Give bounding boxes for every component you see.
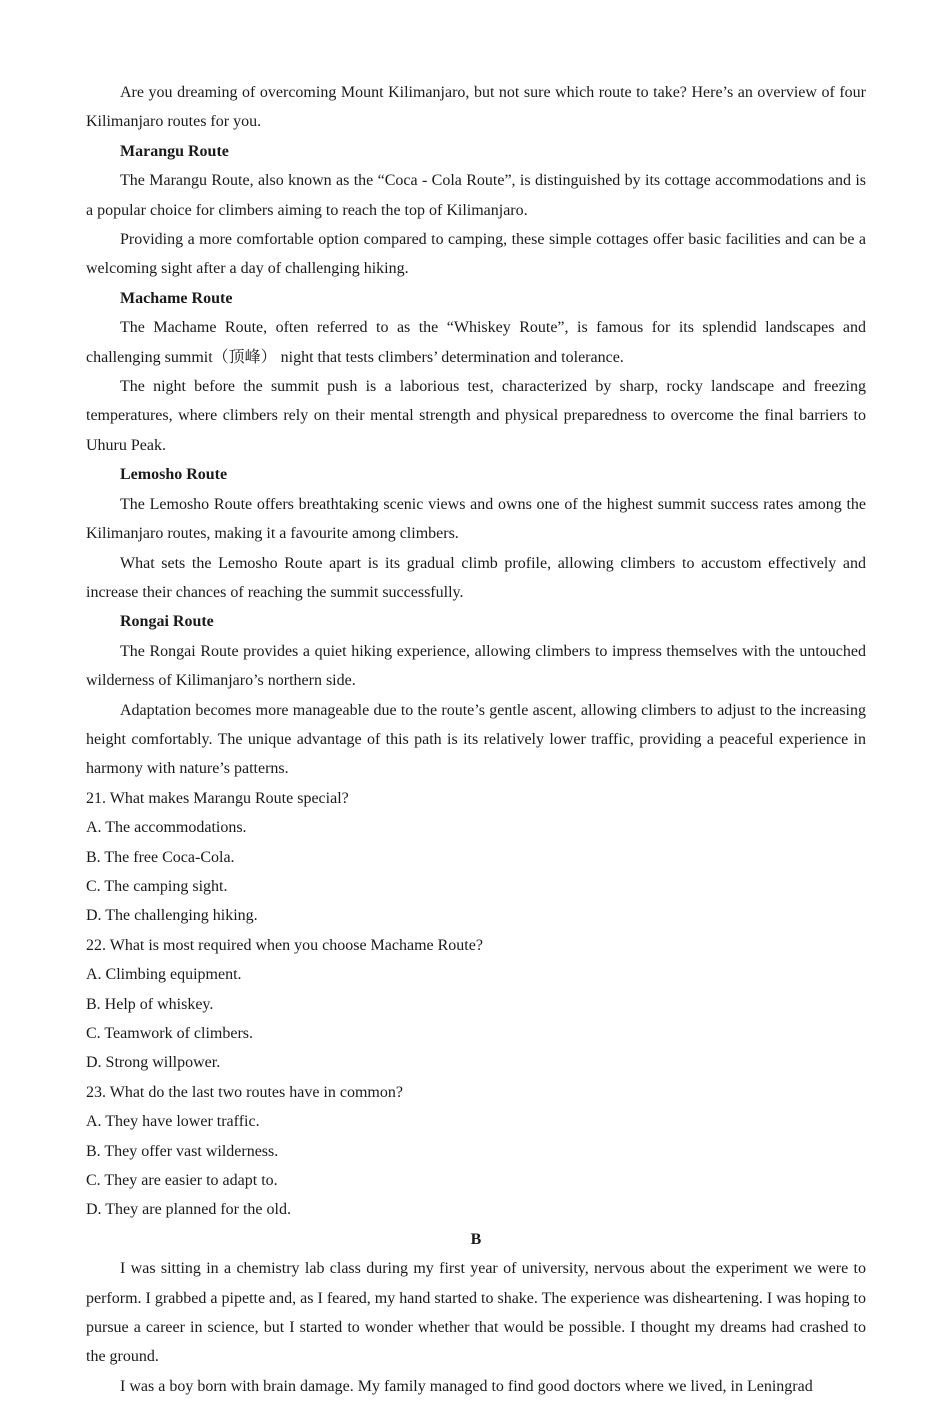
question-22	[86, 931, 866, 1078]
option-d: D. They are planned for the old.	[86, 1201, 291, 1219]
option-d: D. Strong willpower.	[86, 1054, 221, 1072]
route-heading-marangu: Marangu Route	[120, 142, 229, 160]
lemosho-paragraph-2: What sets the Lemosho Route apart is its gradual climb profile, allowing climbers to accustom effectively and increase their chances of reaching the summit successfully.	[86, 554, 866, 601]
answer-options	[86, 960, 866, 1078]
route-heading-rongai: Rongai Route	[120, 613, 214, 631]
option-b: B. Help of whiskey.	[86, 995, 214, 1013]
machame-paragraph-2: The night before the summit push is a laborious test, characterized by sharp, rocky landscape and freezing temperatures, where climbers rely on their mental strength and physical preparedness to overcome the final barriers to Uhuru Peak.	[86, 378, 866, 454]
question-23	[86, 1078, 866, 1225]
route-heading-machame: Machame Route	[120, 289, 233, 307]
section-b-title: B	[470, 1230, 482, 1248]
machame-paragraph-1: The Machame Route, often referred to as the “Whiskey Route”, is famous for its splendid landscapes and challenging summit（顶峰） night that tests climbers’ determination and tolerance.	[86, 319, 866, 366]
question-stem: 23. What do the last two routes have in common?	[86, 1083, 403, 1101]
option-b: B. They offer vast wilderness.	[86, 1142, 279, 1160]
option-a: A. The accommodations.	[86, 819, 247, 837]
answer-options	[86, 1107, 866, 1225]
option-a: A. They have lower traffic.	[86, 1113, 260, 1131]
document-page	[86, 78, 866, 1401]
question-stem: 21. What makes Marangu Route special?	[86, 789, 349, 807]
answer-options	[86, 813, 866, 931]
marangu-paragraph-1: The Marangu Route, also known as the “Coca - Cola Route”, is distinguished by its cottage accommodations and is a popular choice for climbers aiming to reach the top of Kilimanjaro.	[86, 172, 866, 219]
option-c: C. The camping sight.	[86, 877, 228, 895]
option-a: A. Climbing equipment.	[86, 966, 242, 984]
question-21	[86, 784, 866, 931]
route-heading-lemosho: Lemosho Route	[120, 466, 228, 484]
option-d: D. The challenging hiking.	[86, 907, 258, 925]
lemosho-paragraph-1: The Lemosho Route offers breathtaking scenic views and owns one of the highest summit success rates among the Kilimanjaro routes, making it a favourite among climbers.	[86, 495, 866, 543]
option-c: C. They are easier to adapt to.	[86, 1172, 278, 1190]
option-c: C. Teamwork of climbers.	[86, 1025, 253, 1042]
rongai-paragraph-1: The Rongai Route provides a quiet hiking experience, allowing climbers to impress themselves with the untouched wilderness of Kilimanjaro’s northern side.	[86, 642, 866, 690]
passage-b-paragraph-2: I was a boy born with brain damage. My family managed to find good doctors where we lived, in Leningrad	[120, 1377, 813, 1395]
passage-a-intro: Are you dreaming of overcoming Mount Kilimanjaro, but not sure which route to take? Here’s an overview of four Kilimanjaro routes for you.	[86, 84, 866, 131]
rongai-paragraph-2: Adaptation becomes more manageable due to the route’s gentle ascent, allowing climbers to adjust to the increasing height comfortably. The unique advantage of this path is its relatively lower traffic, providing a peaceful experience in harmony with nature’s patterns.	[86, 701, 866, 778]
question-stem: 22. What is most required when you choose Machame Route?	[86, 936, 483, 954]
option-b: B. The free Coca-Cola.	[86, 848, 235, 866]
marangu-paragraph-2: Providing a more comfortable option compared to camping, these simple cottages offer basic facilities and can be a welcoming sight after a day of challenging hiking.	[86, 231, 866, 278]
passage-b-paragraph-1: I was sitting in a chemistry lab class during my first year of university, nervous about the experiment we were to perform. I grabbed a pipette and, as I feared, my hand started to shake. The experience was disheartening. I was hoping to pursue a career in science, but I started to wonder whether that would be possible. I thought my dreams had crashed to the ground.	[86, 1260, 866, 1366]
